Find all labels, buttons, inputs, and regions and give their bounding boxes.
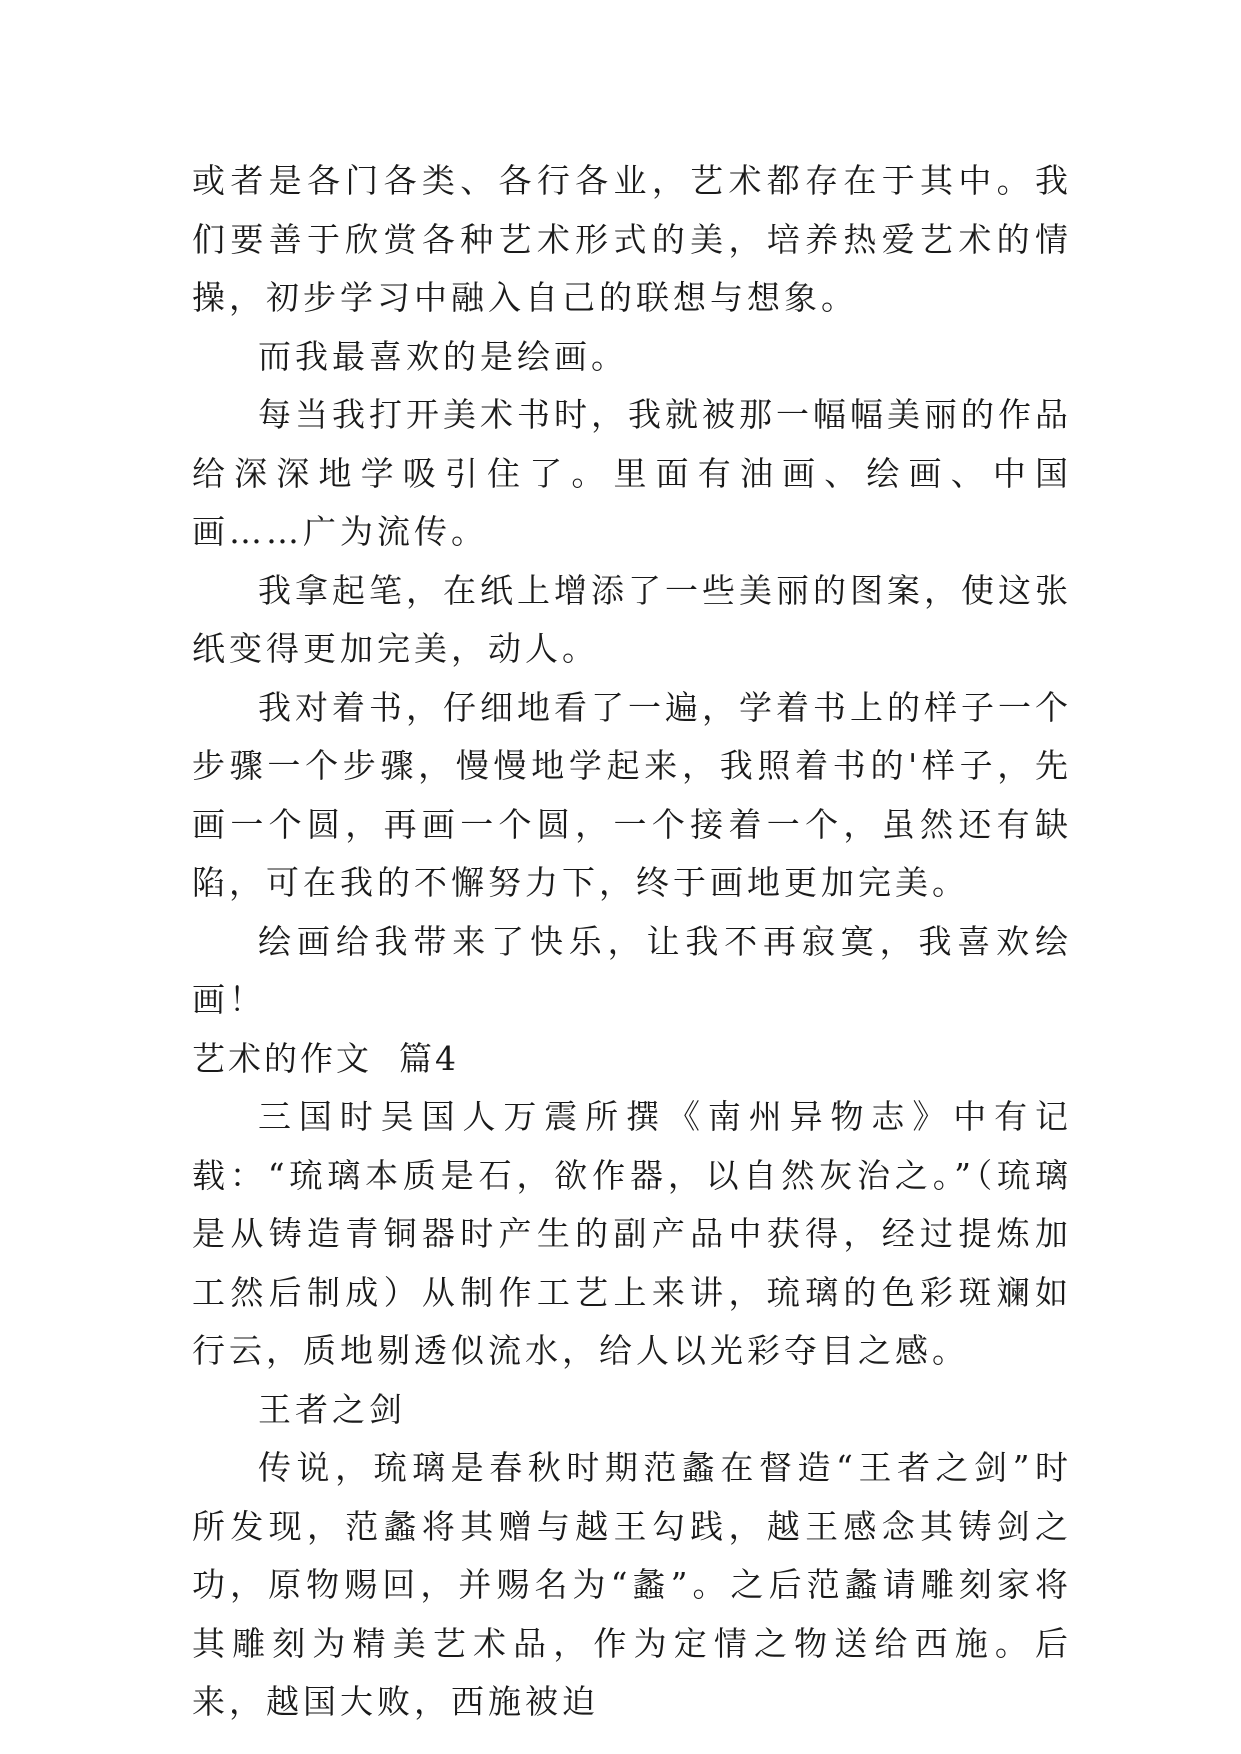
section-heading: 艺术的作文 篇4 bbox=[192, 1038, 459, 1078]
paragraph-9: 传说，琉璃是春秋时期范蠡在督造“王者之剑”时所发现，范蠡将其赠与越王勾践，越王感念其铸剑之功，原物赐回，并赐名为“蠡”。之后范蠡请雕刻家将其雕刻为精美艺术品，作为定情之物送给西施。后来，越国大败，西施被迫 bbox=[192, 1448, 1072, 1721]
paragraph-1: 或者是各门各类、各行各业，艺术都存在于其中。我们要善于欣赏各种艺术形式的美，培养热爱艺术的情操，初步学习中融入自己的联想与想象。 bbox=[192, 161, 1072, 317]
paragraph-5: 我对着书，仔细地看了一遍，学着书上的样子一个步骤一个步骤，慢慢地学起来，我照着书的'样子，先画一个圆，再画一个圆，一个接着一个，虽然还有缺陷，可在我的不懈努力下，终于画地更加完美。 bbox=[192, 687, 1072, 902]
paragraph-4: 我拿起笔，在纸上增添了一些美丽的图案，使这张纸变得更加完美，动人。 bbox=[192, 570, 1072, 668]
paragraph-8: 王者之剑 bbox=[258, 1389, 406, 1429]
paragraph-2: 而我最喜欢的是绘画。 bbox=[258, 336, 628, 376]
paragraph-7: 三国时吴国人万震所撰《南州异物志》中有记载：“琉璃本质是石，欲作器，以自然灰治之。”（琉璃是从铸造青铜器时产生的副产品中获得，经过提炼加工然后制成）从制作工艺上来讲，琉璃的色彩斑斓如行云，质地剔透似流水，给人以光彩夺目之感。 bbox=[192, 1097, 1072, 1370]
paragraph-6: 绘画给我带来了快乐，让我不再寂寞，我喜欢绘画！ bbox=[192, 921, 1072, 1019]
paragraph-3: 每当我打开美术书时，我就被那一幅幅美丽的作品给深深地学吸引住了。里面有油画、绘画、中国画……广为流传。 bbox=[192, 395, 1072, 551]
document-body bbox=[192, 152, 1072, 1732]
